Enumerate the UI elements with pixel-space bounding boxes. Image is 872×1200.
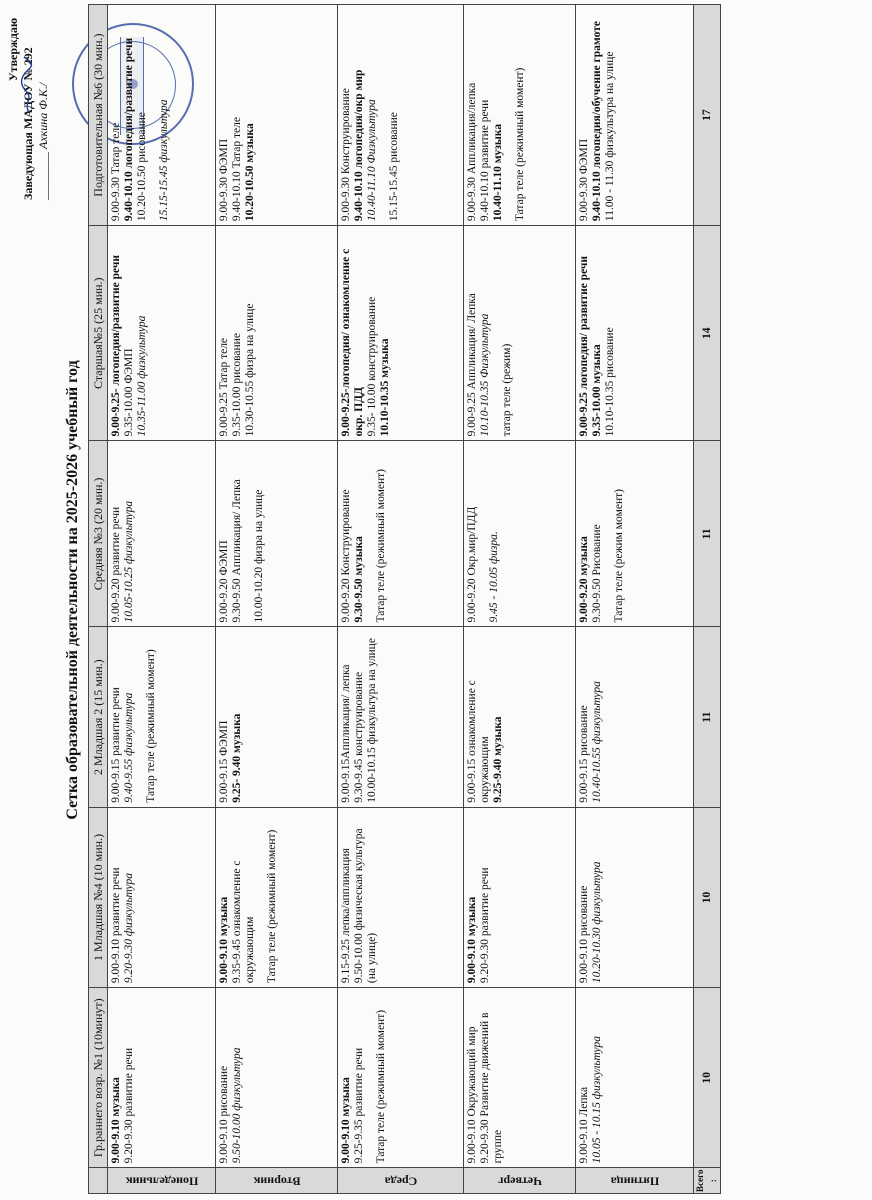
activity-line: 9.00-9.25 Татар теле (218, 337, 230, 437)
activity-line: 9.15-9.25 лепка/аппликация (340, 848, 352, 984)
schedule-cell (338, 226, 464, 441)
activity-line: Татар теле (режимный момент) (375, 1009, 387, 1164)
column-header: Гр.раннего возр. №1 (10минут) (89, 988, 108, 1168)
activity-line: 9.00-9.25 логопедия/ развитие речи (578, 255, 590, 437)
day-label-cell (216, 1168, 338, 1194)
activity-line: 10.40-11.10 Физкультура (366, 99, 378, 222)
activity-line: 9.30-9.50 Аппликация/ Лепка (231, 479, 243, 623)
activity-line: 10.20-10.50 музыка (244, 123, 256, 222)
activity-line (257, 812, 266, 983)
activity-line: 9.00-9.10 развитие речи (110, 867, 122, 984)
activity-line: 9.00-9.30 ФЭМП (578, 138, 590, 222)
activity-line: 11.00 - 11.30 физкультура на улице (604, 51, 616, 222)
activity-line: 10.00-10.15 физкультура на улице (366, 638, 378, 803)
activity-line: 10.35-11.00 физкультура (136, 315, 148, 437)
schedule-cell (216, 627, 338, 807)
activity-line: 10.20-10.30 физкультура (591, 861, 603, 984)
column-header: Средняя №3 (20 мин.) (89, 441, 108, 627)
schedule-cell (216, 988, 338, 1168)
activity-line: Татар теле (режим момент) (613, 489, 625, 623)
activity-line: 9.40-10.10 логопедия/окр мир (353, 69, 365, 222)
activity-line: 9.00-9.10 музыка (218, 896, 230, 984)
schedule-cell (576, 5, 694, 226)
activity-line: 9.00-9.25- логопедия/развитие речи (110, 255, 122, 437)
activity-line: 9.00-9.15Аппликация/ лепка (340, 664, 352, 803)
schedule-cell (464, 441, 576, 627)
activity-line: 9.35-10.00 ФЭМП (123, 348, 135, 437)
column-header: 1 Младшая №4 (10 мин.) (89, 807, 108, 987)
total-value: 11 (694, 627, 721, 807)
activity-line: 9.25- 9.40 музыка (231, 713, 243, 803)
activity-line: 9.00-9.10 рисование (218, 1065, 230, 1164)
activity-line: 9.30-9.45 конструирование (353, 671, 365, 803)
schedule-cell (338, 807, 464, 987)
activity-line: 9.40-9.55 физкультура (123, 692, 135, 803)
column-header: Старшая№5 (25 мин.) (89, 226, 108, 441)
day-row (576, 5, 694, 1194)
schedule-cell (216, 807, 338, 987)
activity-line: 10.05-10.25 физкультура (123, 500, 135, 623)
approval-position: Заведующая МАДОУ № 292 (21, 47, 35, 200)
corner-header (89, 1168, 108, 1194)
activity-line (479, 445, 488, 622)
activity-line: 9.50-10.00 физкультура (231, 1047, 243, 1164)
schedule-cell (576, 627, 694, 807)
schedule-cell (464, 807, 576, 987)
schedule-body (108, 5, 721, 1194)
activity-line: 9.00-9.30 Татар теле (110, 122, 122, 222)
activity-line (366, 992, 375, 1163)
activity-line: 10.00-10.20 физра на улице (253, 489, 265, 623)
day-label: Четверг (497, 1174, 542, 1189)
activity-line: 9.30-9.50 Рисование (591, 524, 603, 623)
activity-line: 15.15-15.45 рисование (388, 112, 400, 222)
activity-line (379, 9, 388, 221)
schedule-cell (108, 807, 216, 987)
activity-line: 9.00-9.30 ФЭМП (218, 138, 230, 222)
activity-line: 10.10-10.35 Физкультура (479, 313, 491, 437)
activity-line (492, 230, 501, 436)
schedule-cell (464, 226, 576, 441)
activity-line (149, 9, 158, 221)
activity-line: 15.15-15.45 физкультура (158, 99, 170, 222)
activity-line: 9.00-9.10 музыка (340, 1077, 352, 1164)
activity-line: 9.20-9.30 развитие речи (123, 1047, 135, 1164)
activity-line (244, 445, 253, 622)
activity-line: 9.20-9.30 физкультура (123, 872, 135, 984)
activity-line: 9.20-9.30 Развитие движений в группе (479, 1012, 504, 1164)
activity-line: 10.40-10.55 физкультура (591, 681, 603, 803)
day-label-cell (576, 1168, 694, 1194)
activity-line: 9.45 - 10.05 физра. (488, 531, 500, 623)
activity-line: 9.00-9.15 рисование (578, 705, 590, 803)
schedule-cell (338, 627, 464, 807)
schedule-cell (576, 807, 694, 987)
activity-line: 9.40-10.10 логопедия/обучение грамоте (591, 21, 603, 222)
schedule-cell (108, 988, 216, 1168)
day-label: Среда (384, 1174, 417, 1189)
day-label: Понедельник (125, 1174, 198, 1189)
schedule-cell (108, 627, 216, 807)
activity-line: 9.40-10.10 Татар теле (231, 116, 243, 222)
column-header: Подготовительная №6 (30 мин.) (89, 5, 108, 226)
activity-line: 10.10-10.35 музыка (379, 338, 391, 437)
totals-row (694, 5, 721, 1194)
schedule-cell (576, 441, 694, 627)
schedule-cell (576, 226, 694, 441)
total-value: 14 (694, 226, 721, 441)
activity-line: 10.05 - 10.15 физкультура (591, 1036, 603, 1164)
schedule-cell (338, 988, 464, 1168)
handwritten-signature (20, 55, 34, 115)
activity-line: 9.00-9.10 рисование (578, 885, 590, 984)
activity-line: 9.00-9.25-логопедия/ ознакомление с окр. ПДД (340, 248, 365, 437)
activity-line: Татар теле (режимный момент) (266, 829, 278, 984)
approval-signature-line: ________ Ахкина Ф.К./ (36, 82, 50, 200)
activity-line: 9.25-9.35 развитие речи (353, 1047, 365, 1164)
day-label-cell (108, 1168, 216, 1194)
activity-line: 9.00-9.15 ознакомление с окружающим (466, 680, 491, 803)
activity-line (366, 445, 375, 622)
total-value: 17 (694, 5, 721, 226)
activity-line: 9.00-9.10 музыка (466, 896, 478, 984)
day-row (464, 5, 576, 1194)
total-value: 11 (694, 441, 721, 627)
header-row (89, 5, 108, 1194)
activity-line: 9.35-10.00 музыка (591, 344, 603, 437)
activity-line: 9.20-9.30 развитие речи (479, 867, 491, 984)
activity-line: 9.00-9.10 Окружающий мир (466, 1026, 478, 1164)
activity-line (136, 631, 145, 802)
activity-line: 9.00-9.10 Лепка (578, 1086, 590, 1164)
total-value: 10 (694, 807, 721, 987)
activity-line: 9.00-9.15 развитие речи (110, 687, 122, 803)
schedule-table (88, 4, 721, 1194)
schedule-cell (108, 441, 216, 627)
schedule-cell (464, 627, 576, 807)
day-row (216, 5, 338, 1194)
schedule-cell (108, 226, 216, 441)
schedule-cell (108, 5, 216, 226)
day-label-cell (338, 1168, 464, 1194)
schedule-cell (216, 5, 338, 226)
approval-title: Утверждаю (6, 18, 20, 82)
schedule-cell (576, 988, 694, 1168)
activity-line: 9.50-10.00 физическая культура (на улице) (353, 828, 378, 984)
activity-line: 9.35-9.45 ознакомление с окружающим (231, 860, 256, 984)
schedule-cell (464, 5, 576, 226)
column-header: 2 Младшая 2 (15 мин.) (89, 627, 108, 807)
schedule-cell (464, 988, 576, 1168)
activity-line: татар теле (режим) (501, 343, 513, 437)
activity-line: Татар теле (режимный момент) (145, 649, 157, 803)
activity-line: 9.35- 10.00 конструирование (366, 296, 378, 437)
activity-line: 10.20-10.50 рисование (136, 112, 148, 222)
schedule-cell (216, 441, 338, 627)
activity-line: 9.30-9.50 музыка (353, 536, 365, 623)
activity-line: 9.00-9.25 Аппликация/ Лепка (466, 293, 478, 437)
day-row (108, 5, 216, 1194)
total-value: 10 (694, 988, 721, 1168)
activity-line: 9.00-9.20 развитие речи (110, 506, 122, 623)
activity-line (505, 9, 514, 221)
day-label: Пятница (610, 1174, 659, 1189)
totals-label: Всего: (694, 1168, 721, 1194)
activity-line: 9.00-9.10 музыка (110, 1077, 122, 1164)
schedule-cell (338, 441, 464, 627)
activity-line: 10.30-10.55 физра на улице (244, 303, 256, 437)
activity-line: 9.00-9.30 Конструирование (340, 88, 352, 222)
activity-line: Татар теле (режимный момент) (375, 469, 387, 623)
day-label: Вторник (252, 1174, 301, 1189)
day-label-cell (464, 1168, 576, 1194)
activity-line (604, 445, 613, 622)
activity-line: 9.00-9.20 Окр.мир/ПДД (466, 506, 478, 623)
activity-line: 9.40-10.10 развитие речи (479, 99, 491, 222)
schedule-cell (338, 5, 464, 226)
activity-line: 9.00-9.30 Аппликация/лепка (466, 82, 478, 222)
activity-line: 9.35-10.00 рисование (231, 333, 243, 437)
activity-line: 9.00-9.15 ФЭМП (218, 720, 230, 803)
day-row (338, 5, 464, 1194)
activity-line: Татар теле (режимный момент) (514, 67, 526, 222)
schedule-cell (216, 226, 338, 441)
activity-line: 9.00-9.20 Конструирование (340, 489, 352, 623)
activity-line: 9.00-9.20 ФЭМП (218, 540, 230, 623)
activity-line: 9.00-9.20 музыка (578, 536, 590, 623)
activity-line: 9.40-10.10 логопедия/развитие речи (123, 37, 135, 222)
activity-line: 10.40-11.10 музыка (492, 123, 504, 222)
activity-line: 9.25-9.40 музыка (492, 716, 504, 803)
activity-line: 10.10-10.35 рисование (604, 327, 616, 437)
document-title: Сетка образовательной деятельности на 2025-2026 учебный год (64, 360, 81, 820)
